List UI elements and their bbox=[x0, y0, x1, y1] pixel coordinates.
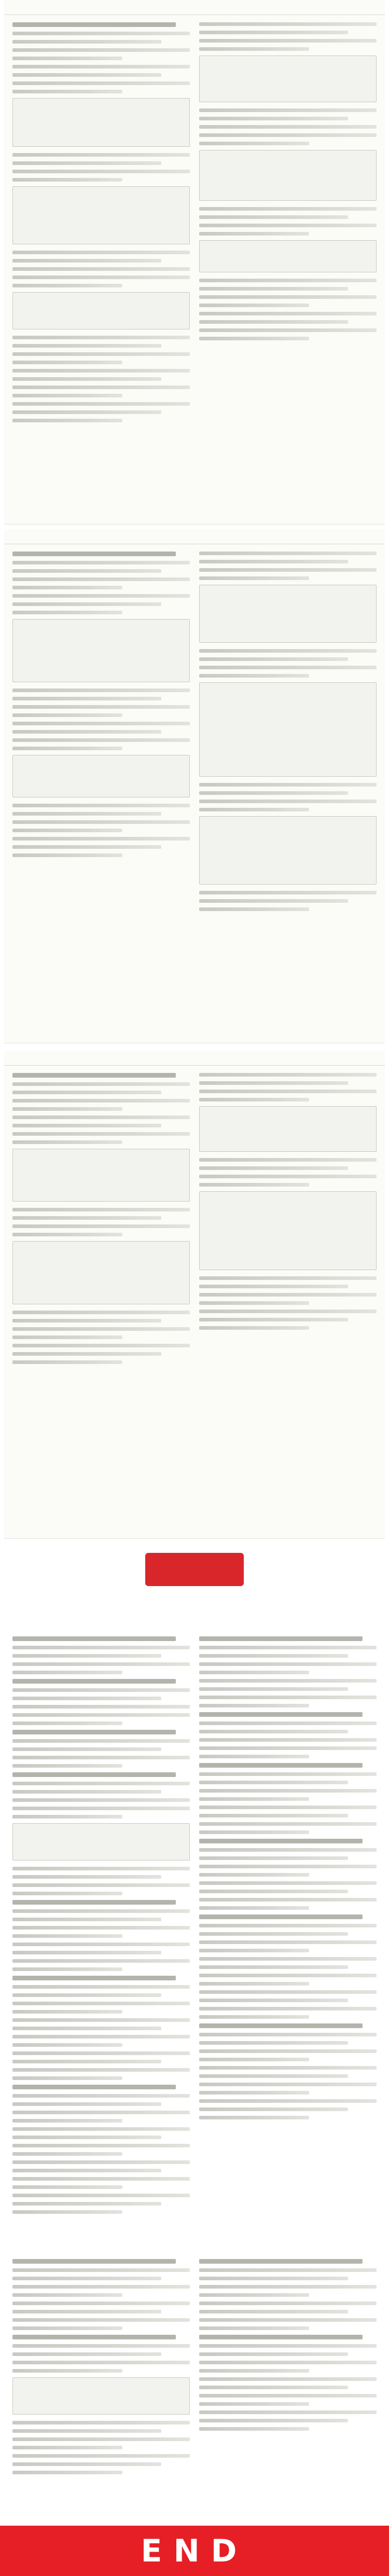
question-figure bbox=[199, 585, 377, 643]
right-column bbox=[199, 1636, 377, 2219]
question-figure bbox=[12, 755, 190, 797]
answer-section-1 bbox=[4, 1629, 385, 2231]
question-figure bbox=[12, 292, 190, 329]
answer-columns bbox=[4, 2252, 385, 2479]
answer-section-2 bbox=[4, 2252, 385, 2522]
question-figure bbox=[199, 682, 377, 777]
end-label: END bbox=[141, 2532, 248, 2569]
answer-columns bbox=[4, 1629, 385, 2219]
exam-sheet-3 bbox=[4, 1051, 385, 1539]
question-figure bbox=[12, 186, 190, 244]
question-figure bbox=[12, 619, 190, 682]
question-columns bbox=[4, 1066, 385, 1369]
question-figure bbox=[12, 98, 190, 147]
right-column bbox=[199, 552, 377, 916]
end-banner bbox=[0, 2526, 389, 2576]
question-figure bbox=[199, 150, 377, 201]
table-figure bbox=[199, 240, 377, 272]
left-column bbox=[12, 552, 190, 916]
left-column bbox=[12, 1636, 190, 2219]
exam-sheet-1 bbox=[4, 0, 385, 525]
sheet-header bbox=[4, 529, 385, 544]
question-figure bbox=[12, 1149, 190, 1202]
question-figure bbox=[199, 1106, 377, 1152]
left-column bbox=[12, 2259, 190, 2479]
answer-figure bbox=[12, 1823, 190, 1861]
sheet-header bbox=[4, 1051, 385, 1066]
right-column bbox=[199, 2259, 377, 2479]
right-column bbox=[199, 22, 377, 427]
left-column bbox=[12, 22, 190, 427]
question-figure bbox=[199, 56, 377, 102]
question-figure bbox=[12, 1241, 190, 1304]
question-columns bbox=[4, 544, 385, 916]
left-column bbox=[12, 1073, 190, 1369]
exam-sheet-2 bbox=[4, 529, 385, 1043]
answer-figure bbox=[12, 2377, 190, 2415]
question-figure bbox=[199, 1191, 377, 1270]
question-figure bbox=[199, 816, 377, 885]
right-column bbox=[199, 1073, 377, 1369]
sheet-header bbox=[4, 0, 385, 15]
answer-key-seal bbox=[145, 1553, 244, 1586]
answer-key-banner bbox=[4, 1549, 385, 1590]
question-columns bbox=[4, 15, 385, 427]
